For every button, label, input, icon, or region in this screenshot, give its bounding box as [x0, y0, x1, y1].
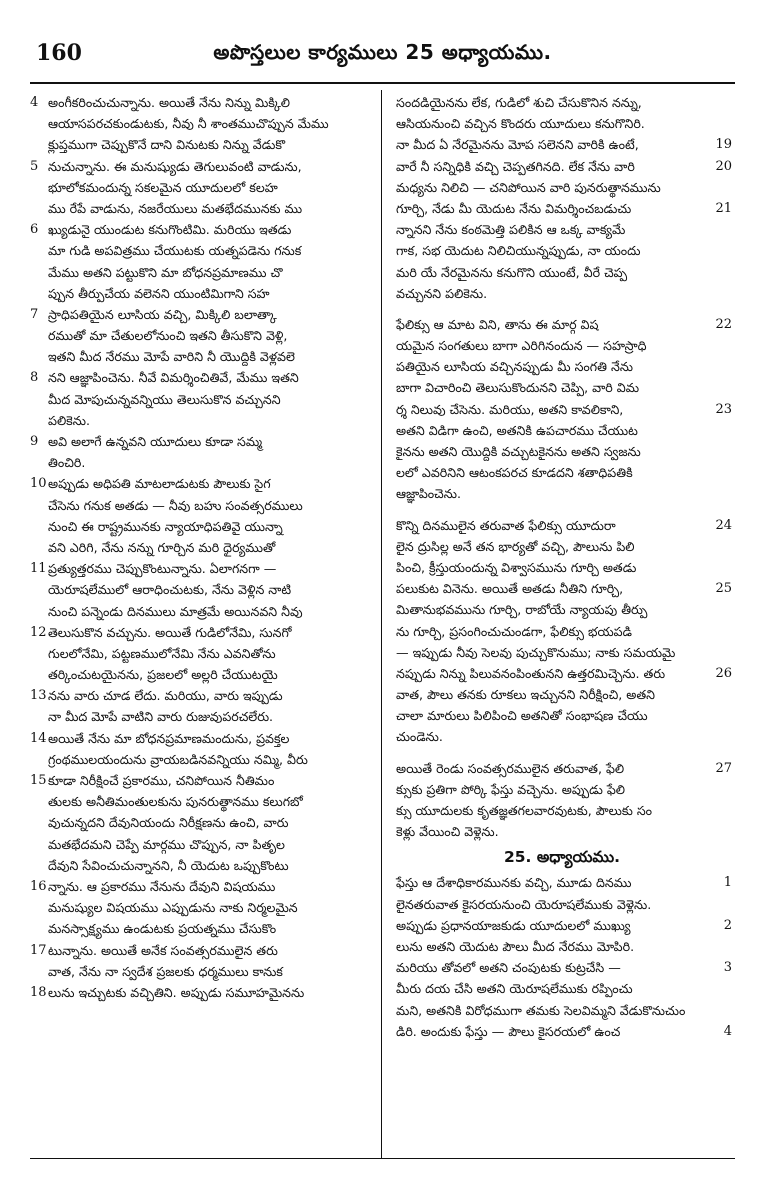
verse-number: 26 [715, 665, 732, 681]
verse-text: మితానుభవమును గూర్చి, రాబోయే న్యాయపు తీర్పు [396, 602, 648, 618]
verse-line [30, 876, 370, 897]
verse-line [30, 961, 370, 982]
verse-text: నా మీద మోపే వాటిని వారు రుజువుపరచలేరు. [48, 709, 274, 725]
verse-line [392, 1021, 732, 1042]
verse-text: ఆసియనుంచి వచ్చిన కొందరు యూదులు కనుగొనిరి. [396, 116, 645, 132]
verse-number [706, 821, 732, 842]
verse-text: దేవుని సేవించుచున్నానని, నీ యెదుట ఒప్పుకొంటు [48, 857, 289, 873]
verse-line [392, 915, 732, 936]
verse-text: మా గుడి అపవిత్రము చేయుటకు యత్నపడెను గనుక [48, 243, 302, 259]
verse-text: యెరూషలేములో ఆరాధించుటకు, నేను వెళ్లిన నాటి [48, 582, 292, 598]
verse-number: 14 [30, 730, 47, 746]
verse-number: 17 [30, 942, 47, 958]
verse-text: ఆయాసపరచకుండుటకు, నీవు నీ శాంతముచొప్పున మేము [48, 116, 329, 132]
verse-number [30, 664, 48, 685]
verse-line [392, 705, 732, 726]
verse-number [706, 335, 732, 356]
verse-number [706, 420, 732, 441]
verse-number [30, 177, 48, 198]
verse-number [706, 356, 732, 377]
verse-number [30, 601, 48, 622]
verse-line [30, 325, 370, 346]
verse-line [392, 957, 732, 978]
verse-line [30, 304, 370, 325]
verse-line [30, 749, 370, 770]
verse-line [392, 156, 732, 177]
verse-text: మనస్సాక్ష్యము ఉండుటకు ప్రయత్నము చేసుకొం [48, 921, 277, 937]
verse-number [706, 262, 732, 283]
verse-number: 4 [30, 95, 39, 110]
verse-text: భూలోకమందున్న సకలమైన యూదులలో కలహ [48, 179, 278, 195]
verse-text: చుండెను. [396, 729, 443, 745]
verse-number: 10 [30, 476, 47, 492]
verse-number: 11 [30, 561, 47, 577]
verse-number [706, 377, 732, 398]
running-title: అపొస్తలుల కార్యములు 25 అధ్యాయము. [213, 40, 552, 64]
verse-line [30, 113, 370, 134]
verse-text: నను వారు చూడ లేదు. మరియు, వారు ఇప్పుడు [48, 688, 283, 704]
verse-number [30, 579, 48, 600]
verse-number: 22 [715, 316, 732, 332]
verse-line [392, 134, 732, 155]
verse-line [30, 601, 370, 622]
verse-text: అవి అలాగే ఉన్నవని యూదులు కూడా సమ్మ [48, 434, 263, 449]
verse-text: గులలోనేమి, పట్టణములోనేమి నేను ఎవనితోను [48, 645, 276, 661]
verse-text: కైనను అతని యొద్దికి వచ్చుటకైనను అతని స్వజను [396, 444, 641, 459]
verse-text: పించి, క్రీస్తుయందున్న విశ్వాసమును గూర్చి అతడు [396, 559, 637, 575]
verse-text: వుచున్నదని దేవునియందు నిరీక్షణను ఉంచి, వారు [48, 815, 289, 831]
verse-text: వని ఎరిగి, నేను నన్ను గూర్చిన మరి ధైర్యముతో [48, 539, 276, 555]
verse-number [30, 855, 48, 876]
verse-text: న్నానని నేను కంఠమెత్తి పలికిన ఆ ఒక్క వాక్యమే [396, 222, 626, 238]
verse-text: మని, అతనికి విరోధముగా తమకు సెలవిమ్మని వేడుకొనుచుం [396, 1002, 686, 1018]
verse-line [30, 134, 370, 155]
verse-number [706, 462, 732, 483]
verse-text: లైన ద్రుసిల్ల అనే తన భార్యతో వచ్చి, పౌలును పిలి [396, 538, 635, 554]
verse-line [392, 377, 732, 398]
verse-number [30, 897, 48, 918]
verse-line [392, 536, 732, 557]
verse-number [706, 240, 732, 261]
verse-line [30, 389, 370, 410]
verse-line [392, 1000, 732, 1021]
verse-text: ను గూర్చి, ప్రసంగించుచుండగా, ఫేలిక్సు భయపడి [396, 623, 632, 639]
verse-line [392, 894, 732, 915]
verse-text: ఫేస్తు ఆ దేశాధికారమునకు వచ్చి, మూడు దినము [396, 875, 632, 891]
verse-text: చాలా మారులు పిలిపించి అతనితో సంభాషణ చేయు [396, 708, 648, 724]
verse-text: అంగీకరించుచున్నాను. అయితే నేను నిన్ను మిక్కిలి [48, 95, 290, 110]
verse-line [392, 872, 732, 893]
verse-line [30, 495, 370, 516]
verse-number [30, 134, 48, 155]
verse-line [392, 684, 732, 705]
verse-number [706, 177, 732, 198]
verse-text: లలో ఎవరినిని ఆటంకపరచ కూడదని శతాధిపతికి [396, 465, 633, 481]
verse-line [392, 113, 732, 134]
verse-line [392, 262, 732, 283]
verse-block [392, 92, 732, 304]
verse-text: గూర్చి, నేడు మీ యెదుట నేను విమర్శించబడుచు [396, 200, 632, 216]
verse-line [30, 812, 370, 833]
verse-text: తర్కించుటయైనను, ప్రజలలో అల్లరి చేయుటయై [48, 667, 278, 683]
verse-number: 8 [30, 370, 39, 386]
verse-line [30, 558, 370, 579]
verse-text: మధ్యను నిలిచి — చనిపోయిన వారి పునరుత్థానమును [396, 179, 661, 195]
verse-text: అతని విడిగా ఉంచి, అతనికి ఉపచారము చేయుట [396, 422, 638, 438]
chapter-heading: 25. అధ్యాయము. [503, 848, 621, 867]
verse-line [392, 936, 732, 957]
verse-block [392, 314, 732, 505]
verse-number: 20 [715, 158, 732, 174]
verse-number: 27 [715, 760, 732, 776]
verse-text: నని ఆజ్ఞాపించెను. నీవే విమర్శించితివే, మేము ఇతని [48, 370, 299, 386]
verse-line [30, 706, 370, 727]
verse-line [30, 791, 370, 812]
verse-line [30, 262, 370, 283]
verse-text: క్సు యూదులకు కృతజ్ఞతగలవారవుటకు, పౌలుకు సం [396, 803, 653, 818]
verse-number [706, 936, 732, 957]
verse-text: అయితే రెండు సంవత్సరములైన తరువాత, ఫేలి [396, 760, 625, 776]
verse-number [706, 599, 732, 620]
verse-number [706, 1000, 732, 1021]
verse-text: మీద మోపుచున్నవన్నియు తెలుసుకొన వచ్చునని [48, 391, 281, 407]
verse-text: డిరి. అందుకు ఫేస్తు — పౌలు కైసరయలో ఉంచ [396, 1023, 621, 1039]
verse-number: 19 [715, 137, 732, 153]
verse-line [392, 779, 732, 800]
verse-number: 24 [715, 517, 732, 533]
verse-block [392, 515, 732, 748]
verse-line [392, 599, 732, 620]
verse-text: లును ఇచ్చుటకు వచ్చితిని. అప్పుడు సమూహమైనను [48, 984, 305, 1000]
verse-number [30, 791, 48, 812]
verse-text: అప్పుడు ప్రధానయాజకుడు యూదులలో ముఖ్యు [396, 917, 631, 933]
verse-line [392, 642, 732, 663]
verse-text: టున్నాను. అయితే అనేక సంవత్సరములైన తరు [48, 942, 278, 958]
verse-line [30, 579, 370, 600]
verse-text: ప్రత్యుత్తరము చెప్పుకొంటున్నాను. ఏలాగనగా — [48, 561, 277, 577]
header-rule [30, 82, 735, 84]
verse-line [392, 462, 732, 483]
left-column [30, 92, 370, 1157]
column-divider [381, 90, 382, 1158]
verse-number [30, 410, 48, 431]
verse-text: నా మీద ఏ నేరమైనను మోప సలెనని వారికి ఉంటే, [396, 137, 639, 153]
verse-line [30, 431, 370, 452]
verse-text: కెళ్లు వేయించి వెళ్లెను. [396, 824, 499, 840]
verse-number [30, 113, 48, 134]
verse-line [30, 516, 370, 537]
verse-text: వాత, పౌలు తనకు రూకలు ఇచ్చునని నిరీక్షించి, అతని [396, 687, 656, 703]
verse-text: వచ్చునని పలికెను. [396, 285, 488, 301]
verse-text: లైనతరువాత కైసరయనుంచి యెరూషలేముకు వెళ్లెను. [396, 896, 652, 912]
verse-text: అప్పుడు అధిపతి మాటలాడుటకు పౌలుకు సైగ [48, 476, 271, 492]
verse-line [30, 897, 370, 918]
verse-line [30, 473, 370, 494]
verse-line [392, 240, 732, 261]
verse-line [392, 399, 732, 420]
verse-number [706, 441, 732, 462]
verse-line [30, 622, 370, 643]
verse-number: 12 [30, 624, 47, 640]
verse-number [30, 452, 48, 473]
verse-line [392, 978, 732, 999]
verse-line [30, 410, 370, 431]
verse-line [392, 726, 732, 747]
verse-number: 9 [30, 434, 39, 449]
verse-text: నప్పుడు నిన్ను పిలువనంపింతునని ఉత్తరమిచ్చెను. తరు [396, 665, 666, 681]
verse-number: 18 [30, 984, 47, 1000]
verse-line [392, 800, 732, 821]
verse-number [30, 918, 48, 939]
verse-line [392, 335, 732, 356]
verse-number [706, 800, 732, 821]
verse-text: ఆజ్ఞాపించెను. [396, 486, 461, 502]
verse-text: నుచున్నాను. ఈ మనుష్యుడు తెగులువంటి వాడును, [48, 158, 302, 174]
verse-number [30, 749, 48, 770]
verse-number: 7 [30, 306, 39, 322]
verse-text: మరి యే నేరమైనను కనుగొని యుంటే, వీరే చెప్ప [396, 264, 628, 280]
verse-number [706, 483, 732, 504]
verse-line [392, 557, 732, 578]
verse-line [30, 855, 370, 876]
verse-text: యమైన సంగతులు బాగా ఎరిగినందున — సహస్రాధి [396, 338, 647, 354]
verse-number [706, 113, 732, 134]
verse-line [30, 367, 370, 388]
verse-line [392, 483, 732, 504]
verse-line [30, 834, 370, 855]
verse-number [706, 705, 732, 726]
verse-text: నుంచి పన్నెండు దినములు మాత్రమే అయినవని నీవు [48, 603, 303, 619]
verse-text: ఫేలిక్సు ఆ మాట విని, తాను ఈ మార్గ విష [396, 316, 599, 332]
verse-number [30, 706, 48, 727]
verse-number: 21 [715, 200, 732, 216]
verse-text: లును అతని యెదుట పౌలు మీద నేరము మోపిరి. [396, 938, 635, 954]
verse-text: ప్పున తీర్పుచేయ వలెనని యుంటిమిగాని సహ [48, 285, 270, 301]
verse-line [30, 452, 370, 473]
verse-number [30, 516, 48, 537]
verse-line [392, 219, 732, 240]
verse-line [392, 821, 732, 842]
verse-text: వాత, నేను నా స్వదేశ ప్రజలకు ధర్మములు కానుక [48, 963, 283, 979]
verse-line [392, 663, 732, 684]
verse-text: నుంచి ఈ రాష్ట్రమునకు న్యాయాధిపతివై యున్నా [48, 518, 283, 534]
verse-number [706, 779, 732, 800]
verse-text: ఖ్యుడునై యుండుట కనుగొంటిమి. మరియు ఇతడు [48, 222, 292, 238]
page-number: 160 [36, 40, 82, 66]
verse-text: క్సుకు ప్రతిగా పోర్కి ఫేస్తు వచ్చెను. అప్పుడు ఫేలి [396, 781, 626, 797]
verse-number [30, 240, 48, 261]
verse-text: పలుకుట వినెను. అయితే అతడు నీతిని గూర్చి, [396, 581, 624, 597]
verse-line [30, 728, 370, 749]
verse-number [30, 834, 48, 855]
verse-line [30, 685, 370, 706]
page-header [30, 30, 735, 82]
verse-line [392, 92, 732, 113]
verse-line [392, 515, 732, 536]
verse-line [30, 918, 370, 939]
verse-line [392, 621, 732, 642]
verse-number [706, 621, 732, 642]
verse-number: 3 [723, 960, 732, 976]
verse-number [30, 346, 48, 367]
verse-number [706, 642, 732, 663]
verse-number: 1 [723, 875, 732, 891]
verse-number: 5 [30, 158, 39, 174]
verse-text: చేసెను గనుక అతడు — నీవు బహు సంవత్సరములు [48, 497, 303, 513]
verse-line [30, 537, 370, 558]
verse-number: 6 [30, 222, 39, 238]
verse-text: — ఇప్పుడు నీవు సెలవు పుచ్చుకొనుము; నాకు సమయమై [396, 644, 676, 660]
verse-text: తించిరి. [48, 455, 86, 471]
verse-number: 16 [30, 878, 47, 894]
verse-line [30, 240, 370, 261]
verse-number: 15 [30, 773, 47, 788]
verse-block [392, 758, 732, 843]
verse-line [30, 643, 370, 664]
verse-number: 25 [715, 581, 732, 597]
verse-line [30, 770, 370, 791]
verse-text: అయితే నేను మా బోధనప్రమాణమందును, ప్రవక్తల [48, 730, 290, 746]
verse-text: ము రేపే వాడును, నజరేయులు మతభేదమునకు ము [48, 200, 303, 216]
verse-text: న్నాను. ఆ ప్రకారము నేనును దేవుని విషయము [48, 878, 276, 894]
verse-text: స్రాధిపతియైన లూసియ వచ్చి, మిక్కిలి బలాత్కా [48, 306, 277, 322]
verse-line [30, 156, 370, 177]
verse-line [392, 441, 732, 462]
verse-number [706, 283, 732, 304]
verse-number [30, 537, 48, 558]
verse-line [392, 758, 732, 779]
verse-line [30, 92, 370, 113]
verse-number [706, 726, 732, 747]
verse-text: గాక, సభ యెదుట నిలిచియున్నప్పుడు, నా యందు [396, 243, 641, 259]
verse-text: బాగా విచారించి తెలుసుకొందునని చెప్పి, వారి విమ [396, 380, 640, 396]
verse-text: ర్శ నిలువు చేసెను. మరియు, అతని కావలికాని, [396, 401, 624, 417]
verse-text: వారే నీ సన్నిధికి వచ్చి చెప్పతగినది. లేక నేను వారి [396, 158, 635, 174]
verse-text: సందడియైనను లేక, గుడిలో శుచి చేసుకొనిన నన్ను, [396, 95, 642, 110]
verse-line [30, 982, 370, 1003]
verse-text: మతభేదమని చెప్పే మార్గము చొప్పున, నా పితృల [48, 836, 285, 852]
verse-number [706, 219, 732, 240]
verse-text: మనుష్యుల విషయము ఎప్పుడును నాకు నిర్మలమైన [48, 900, 298, 916]
verse-text: పతియైన లూసియ వచ్చినప్పుడు మీ సంగతి నేను [396, 359, 634, 375]
verse-number [30, 389, 48, 410]
verse-text: మీరు దయ చేసి అతని యెరూషలేముకు రప్పించు [396, 981, 633, 997]
verse-number [30, 961, 48, 982]
verse-line [392, 578, 732, 599]
verse-text: పలికెను. [48, 412, 90, 428]
verse-text: కొన్ని దినములైన తరువాత ఫేలిక్సు యూదురా [396, 517, 616, 533]
verse-number [706, 536, 732, 557]
verse-number [30, 812, 48, 833]
verse-text: మేము అతని పట్టుకొని మా బోధనప్రమాణము చొ [48, 264, 283, 280]
verse-number [30, 325, 48, 346]
verse-line [30, 283, 370, 304]
verse-number [706, 92, 732, 113]
verse-line [30, 219, 370, 240]
verse-line [30, 346, 370, 367]
verse-text: తులకు అనీతిమంతులకును పునరుత్థానము కలుగబో [48, 794, 303, 810]
verse-line [30, 940, 370, 961]
verse-text: తెలుసుకొన వచ్చును. అయితే గుడిలోనేమి, సునగో [48, 624, 292, 640]
right-column [392, 92, 732, 1157]
verse-line [30, 664, 370, 685]
verse-line [30, 198, 370, 219]
verse-number: 4 [723, 1023, 732, 1039]
verse-text: గ్రంథములయందును వ్రాయబడినవన్నియు నమ్మి, వీరు [48, 751, 308, 767]
footer-rule [30, 1158, 735, 1159]
verse-line [392, 356, 732, 377]
verse-text: రముతో మా చేతులలోనుంచి ఇతని తీసుకొని వెళ్లి, [48, 328, 288, 344]
verse-number [30, 283, 48, 304]
verse-number [706, 557, 732, 578]
verse-number: 13 [30, 688, 47, 704]
verse-text: ఇతని మీద నేరము మోపే వారిని నీ యొద్దికి వెళ్లవలె [48, 349, 295, 365]
verse-line [392, 314, 732, 335]
verse-line [392, 198, 732, 219]
verse-block [392, 872, 732, 1042]
verse-number [30, 262, 48, 283]
verse-number [30, 198, 48, 219]
verse-number: 23 [715, 401, 732, 417]
verse-number [706, 894, 732, 915]
verse-number [30, 495, 48, 516]
verse-text: కూడా నిరీక్షించే ప్రకారము, చనిపోయిన నీతిమం [48, 773, 275, 788]
verse-line [392, 420, 732, 441]
verse-text: క్లుప్తముగా చెప్పుకొనే దాని వినుటకు నిన్ను వేడుకొ [48, 137, 286, 153]
verse-line [392, 283, 732, 304]
verse-number [706, 978, 732, 999]
verse-number [706, 684, 732, 705]
verse-number: 2 [723, 917, 732, 933]
verse-line [392, 177, 732, 198]
verse-text: మరియు తోవలో అతని చంపుటకు కుట్రచేసి — [396, 960, 621, 976]
verse-line [30, 177, 370, 198]
verse-number [30, 643, 48, 664]
